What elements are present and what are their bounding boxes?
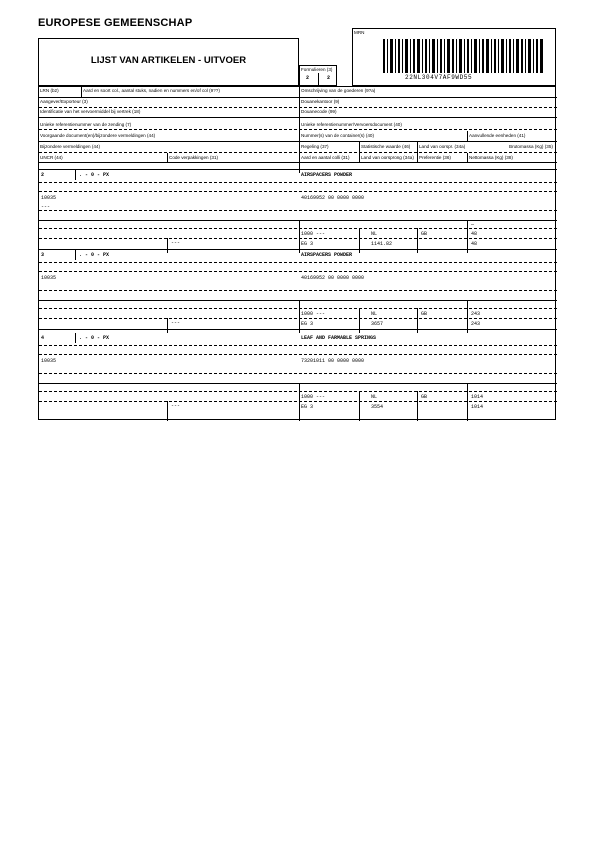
form-current: 2 bbox=[306, 75, 310, 81]
item-block bbox=[39, 333, 557, 421]
field-lrn: LRN (b2) bbox=[40, 88, 59, 93]
item-cur: GB bbox=[421, 394, 428, 400]
field-number-container: Nummer(s) van de container(s) (40) bbox=[301, 133, 375, 138]
page-title: EUROPESE GEMEENSCHAP bbox=[38, 17, 193, 29]
field-packaging: Code verpakkingen (31) bbox=[169, 155, 219, 160]
item-extra: EG 3 bbox=[301, 404, 314, 410]
item-value: 3554 bbox=[371, 404, 384, 410]
list-title: LIJST VAN ARTIKELEN - UITVOER bbox=[90, 55, 247, 66]
item-code: . - 0 - PX bbox=[79, 335, 110, 341]
field-transport-doc: Voorgaande document(en)/bijzondere vermeldingen (44) bbox=[40, 133, 156, 138]
form-grid bbox=[38, 86, 556, 420]
mrn-value: 22NL304V7AF9WD55 bbox=[405, 74, 473, 81]
item-block bbox=[39, 250, 557, 333]
item-commodity: 40169952 00 0000 0000 bbox=[301, 275, 365, 281]
field-description: Omschrijving van de goederen (9?a) bbox=[301, 88, 376, 93]
item-procedure: 1000 --- bbox=[301, 231, 326, 237]
item-ucr: 10035 bbox=[41, 195, 57, 201]
mrn-label: MRN bbox=[354, 30, 365, 35]
item-gross: 243 bbox=[471, 311, 481, 317]
form-total: 2 bbox=[327, 75, 331, 81]
forms-label: Formulieren (3) bbox=[301, 67, 333, 72]
field-unique-ref: Unieke referentienummer/Vervoersdocument (40) bbox=[301, 122, 402, 127]
item-pack: --- bbox=[171, 240, 181, 246]
item-net: 243 bbox=[471, 321, 481, 327]
item-pack: --- bbox=[171, 320, 181, 326]
item-ucr: 10035 bbox=[41, 275, 57, 281]
item-cur: GB bbox=[421, 231, 428, 237]
field-origin: Land van oorsprong (34a) bbox=[361, 155, 414, 160]
item-extra: EG 3 bbox=[301, 241, 314, 247]
mrn-box bbox=[352, 28, 556, 86]
field-customs-code: Douanecode (99) bbox=[301, 109, 337, 114]
field-item-ref: Aard en aantal colli (31) bbox=[301, 155, 350, 160]
field-pref: Preferentie (36) bbox=[419, 155, 451, 160]
item-description: AIRSPACERS POWDER bbox=[301, 252, 353, 258]
field-supplementary: Aanvullende eenheden (41) bbox=[469, 133, 526, 138]
item-code: . - 0 - PX bbox=[79, 172, 110, 178]
item-block bbox=[39, 170, 557, 253]
item-gross: 48 bbox=[471, 231, 478, 237]
forms-box bbox=[299, 65, 337, 86]
field-stat-value: Statistische waarde (46) bbox=[361, 144, 411, 149]
field-ucr: UNCR (44) bbox=[40, 155, 63, 160]
item-value: 3657 bbox=[371, 321, 384, 327]
field-country: Land van oorspr. (34a) bbox=[419, 144, 466, 149]
field-procedure: Bijzondere vermeldingen (44) bbox=[40, 144, 101, 149]
item-procedure: 1000 --- bbox=[301, 311, 326, 317]
dash-mark: — bbox=[471, 222, 475, 228]
item-commodity: 40169952 00 0000 0000 bbox=[301, 195, 365, 201]
item-ucr: 10035 bbox=[41, 358, 57, 364]
item-gross: 1014 bbox=[471, 394, 484, 400]
item-net: 48 bbox=[471, 241, 478, 247]
item-net: 1014 bbox=[471, 404, 484, 410]
item-commodity: 73201011 00 0000 0000 bbox=[301, 358, 365, 364]
field-regime: Regeling (37) bbox=[301, 144, 329, 149]
field-container-id: Unieke referentienummer van de zending (7) bbox=[40, 122, 132, 127]
item-country: NL bbox=[371, 311, 378, 317]
list-title-box bbox=[38, 38, 299, 86]
item-description: AIRSPACERS POWDER bbox=[301, 172, 353, 178]
field-net-mass: Nettomassa (Kg) (38) bbox=[469, 155, 513, 160]
barcode bbox=[383, 39, 543, 73]
field-declarant-id: Identificatie van het vervoermiddel bij vertrek (18) bbox=[40, 109, 141, 114]
item-rest: --- bbox=[41, 204, 51, 210]
field-mrn-ref: Aard en soort col., aantal stuks, nadien en nummers en/of col (9??) bbox=[83, 88, 220, 93]
item-number: 2 bbox=[41, 172, 45, 178]
field-declarant: Aangever/Exporteur (3) bbox=[40, 99, 88, 104]
item-extra: EG 3 bbox=[301, 321, 314, 327]
item-description: LEAF AND FARMABLE SPRINGS bbox=[301, 335, 377, 341]
item-country: NL bbox=[371, 231, 378, 237]
field-gross-mass: Brutomassa (Kg) (35) bbox=[509, 144, 553, 149]
item-value: 1141.82 bbox=[371, 241, 393, 247]
item-code: . - 0 - PX bbox=[79, 252, 110, 258]
item-number: 4 bbox=[41, 335, 45, 341]
item-cur: GB bbox=[421, 311, 428, 317]
item-country: NL bbox=[371, 394, 378, 400]
item-number: 3 bbox=[41, 252, 45, 258]
item-procedure: 1000 --- bbox=[301, 394, 326, 400]
field-customs-office: Douanekantoor (9) bbox=[301, 99, 340, 104]
item-pack: --- bbox=[171, 403, 181, 409]
